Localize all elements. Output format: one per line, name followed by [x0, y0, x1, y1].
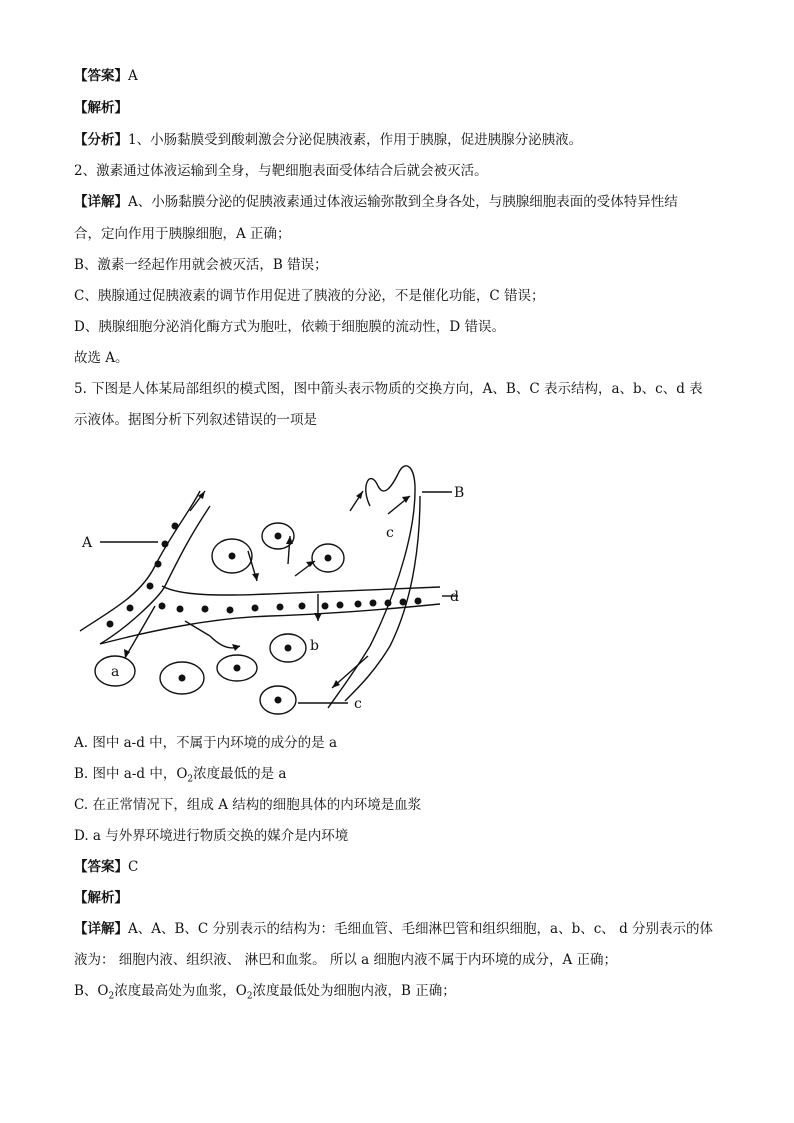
- nucleus: [325, 555, 332, 562]
- vessel-d-top: [162, 586, 440, 595]
- analysis-label-q5: 【解析】: [74, 890, 128, 906]
- blood-cell: [337, 602, 344, 609]
- nucleus: [234, 665, 241, 672]
- blood-cell: [147, 583, 154, 590]
- analysis-label: 【解析】: [74, 100, 128, 116]
- arrowhead: [314, 613, 322, 621]
- blood-cell: [322, 603, 329, 610]
- blood-cell: [177, 606, 184, 613]
- lymph-b-right: [345, 496, 420, 701]
- detail-label: 【详解】: [74, 194, 128, 210]
- fenxi-text-1: 1、小肠黏膜受到酸刺激会分泌促胰液素，作用于胰腺，促进胰腺分泌胰液。: [128, 132, 583, 148]
- answer-label: 【答案】: [74, 68, 128, 84]
- blood-cell: [252, 605, 259, 612]
- label-B: B: [454, 485, 465, 501]
- detail-line-1: [74, 192, 678, 212]
- detail-line-b: B、激素一经起作用就会被灭活，B 错误；: [74, 257, 328, 273]
- label-b: b: [310, 638, 319, 654]
- detail-b-sub1: 2: [108, 991, 115, 1002]
- detail-line-q5-1: [74, 919, 713, 939]
- blood-cell: [370, 600, 377, 607]
- blood-cell: [172, 523, 179, 530]
- answer-line-q5: [74, 857, 138, 877]
- blood-cell: [277, 604, 284, 611]
- blood-cell: [155, 561, 162, 568]
- option-b-post: 浓度最低的是 a: [193, 766, 287, 782]
- question-stem-2: 示液体。据图分析下列叙述错误的一项是: [74, 412, 317, 428]
- option-a: A. 图中 a-d 中，不属于内环境的成分的是 a: [74, 735, 338, 751]
- label-a: a: [111, 664, 120, 680]
- answer-label-q5: 【答案】: [74, 859, 128, 875]
- blood-cell: [415, 598, 422, 605]
- blood-cell: [162, 541, 169, 548]
- blood-cell: [227, 607, 234, 614]
- conclusion-line: 故选 A。: [74, 350, 129, 366]
- arrowhead: [252, 573, 259, 581]
- tissue-diagram: [70, 446, 490, 721]
- option-b-sub: 2: [187, 774, 194, 785]
- arrowhead: [286, 536, 293, 544]
- answer-value: A: [128, 68, 138, 84]
- label-A: A: [82, 535, 93, 551]
- analysis-heading: [74, 98, 128, 118]
- blood-cell: [202, 606, 209, 613]
- detail-line-d: D、胰腺细胞分泌消化酶方式为胞吐，依赖于细胞膜的流动性，D 错误。: [74, 319, 505, 335]
- option-c: C. 在正常情况下，组成 A 结构的细胞具体的内环境是血浆: [74, 797, 422, 813]
- fenxi-line-2: 2、激素通过体液运输到全身，与靶细胞表面受体结合后就会被灭活。: [74, 163, 488, 179]
- option-b: [74, 764, 286, 790]
- blood-cell: [299, 603, 306, 610]
- blood-cell: [127, 605, 134, 612]
- answer-value-q5: C: [128, 859, 139, 875]
- detail-b-mid: 浓度最高处为血浆，O: [114, 983, 247, 999]
- detail-line-q5-b: [74, 981, 456, 1007]
- detail-b-post: 浓度最低处为细胞内液，B 正确；: [252, 983, 456, 999]
- detail-line-c: C、胰腺通过促胰液素的调节作用促进了胰液的分泌，不是催化功能，C 错误；: [74, 288, 545, 304]
- detail-line-q5-2: 液为： 细胞内液、组织液、 淋巴和血浆。 所以 a 细胞内液不属于内环境的成分，A 正确；: [74, 952, 618, 968]
- label-d: d: [450, 589, 459, 605]
- detail-b-sub2: 2: [246, 991, 253, 1002]
- nucleus: [179, 675, 186, 682]
- arrowhead: [356, 491, 363, 499]
- detail-line-2: 合，定向作用于胰腺细胞，A 正确；: [74, 226, 291, 242]
- option-b-pre: B. 图中 a-d 中，O: [74, 766, 188, 782]
- question-stem-1: 5. 下图是人体某局部组织的模式图，图中箭头表示物质的交换方向，A、B、C 表示结构，a、b、c、d 表: [74, 381, 703, 397]
- blood-cell: [355, 601, 362, 608]
- detail-b-pre: B、O: [74, 983, 109, 999]
- fenxi-label: 【分析】: [74, 132, 128, 148]
- answer-line: [74, 66, 138, 86]
- nucleus: [285, 645, 292, 652]
- option-d: D. a 与外界环境进行物质交换的媒介是内环境: [74, 828, 349, 844]
- detail-label-q5: 【详解】: [74, 921, 128, 937]
- detail-text-q5-1: A、A、B、C 分别表示的结构为：毛细血管、毛细淋巴管和组织细胞，a、b、c、 d 分别表示的体: [128, 921, 714, 937]
- nucleus: [229, 553, 236, 560]
- blood-cell: [400, 599, 407, 606]
- vessel-d-bottom: [100, 604, 440, 644]
- detail-text-1: A、小肠黏膜分泌的促胰液素通过体液运输弥散到全身各处，与胰腺细胞表面的受体特异性结: [128, 194, 678, 210]
- fenxi-line-1: [74, 130, 582, 150]
- blood-cell: [385, 600, 392, 607]
- nucleus: [275, 697, 282, 704]
- blood-cell: [159, 603, 166, 610]
- blood-cell: [107, 621, 114, 628]
- label-c-bottom: c: [354, 696, 362, 712]
- analysis-heading-q5: [74, 888, 128, 908]
- nucleus: [275, 533, 282, 540]
- label-c-top: c: [386, 525, 394, 541]
